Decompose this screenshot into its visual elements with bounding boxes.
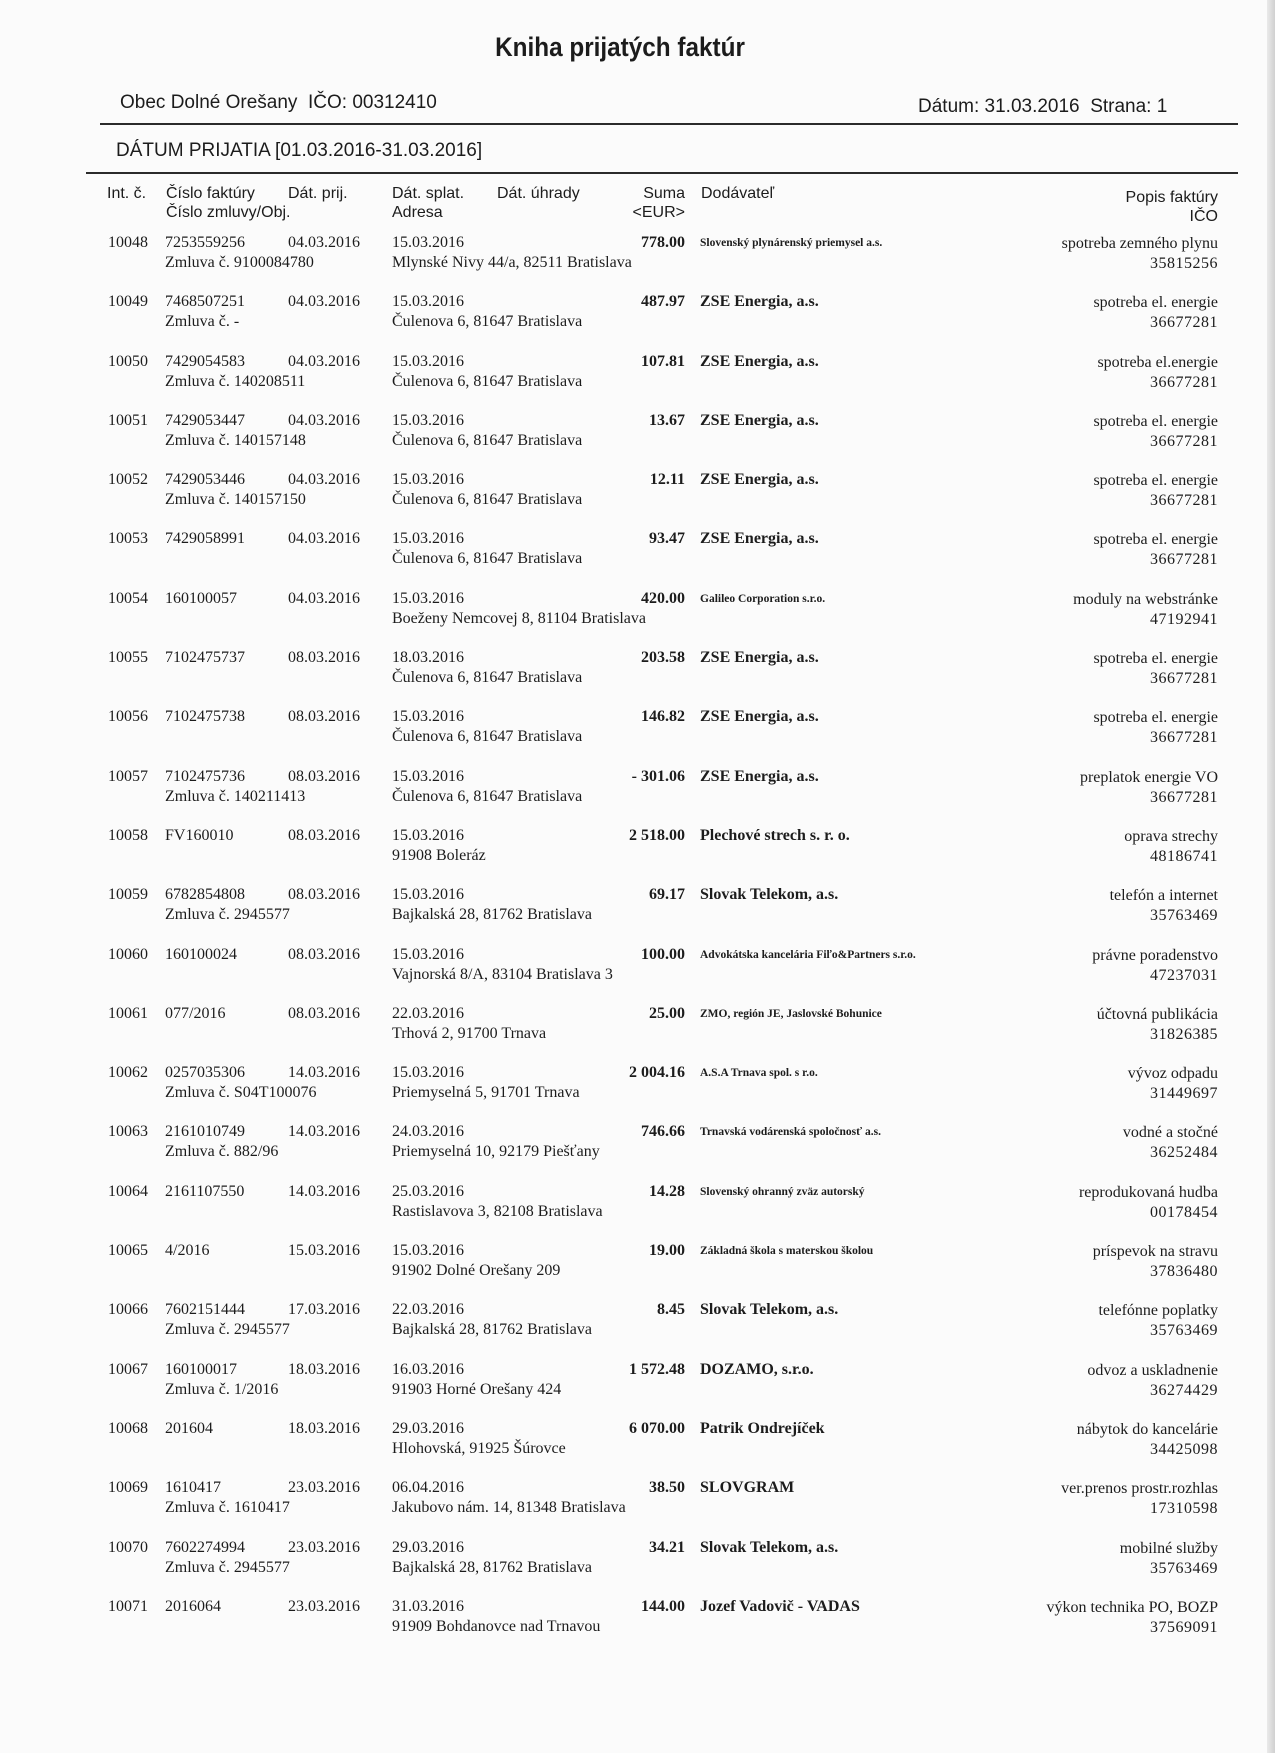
supplier-name: Základná škola s materskou školou [700,1245,874,1258]
invoice-row [0,708,1240,767]
internal-number: 10063 [108,1123,148,1141]
supplier-ico: 36677281 [1150,314,1218,332]
invoice-description: spotreba el. energie [1093,531,1218,549]
supplier-ico: 35763469 [1150,1322,1218,1340]
supplier-name: SLOVGRAM [700,1479,795,1497]
internal-number: 10068 [108,1419,148,1437]
invoice-description: príspevok na stravu [1092,1243,1218,1261]
invoice-amount: 1 572.48 [629,1360,685,1378]
header-rule [100,123,1238,125]
invoice-number: 160100017 [165,1360,237,1378]
supplier-address: Čulenova 6, 81647 Bratislava [392,313,583,331]
internal-number: 10064 [108,1182,148,1200]
due-date: 15.03.2016 [392,589,464,607]
received-date: 23.03.2016 [288,1479,360,1497]
supplier-address: 91902 Dolné Orešany 209 [392,1262,561,1280]
invoice-row [0,1242,1240,1301]
internal-number: 10070 [108,1538,148,1556]
due-date: 15.03.2016 [392,293,464,311]
invoice-number: 7102475738 [165,708,245,726]
organization-ico: 00312410 [352,92,437,113]
supplier-ico: 36677281 [1150,670,1218,688]
invoice-description: spotreba el. energie [1093,294,1218,312]
supplier-name: ZSE Energia, a.s. [700,352,819,370]
invoice-row [0,1598,1240,1657]
invoice-amount: 8.45 [657,1301,685,1319]
internal-number: 10062 [108,1064,148,1082]
col-mena: <EUR> [632,204,685,221]
invoice-description: spotreba el. energie [1093,650,1218,668]
invoice-row [0,1064,1240,1123]
supplier-address: Vajnorská 8/A, 83104 Bratislava 3 [392,965,613,983]
invoice-description: vývoz odpadu [1127,1065,1218,1083]
internal-number: 10052 [108,471,148,489]
invoice-number: 201604 [165,1419,213,1437]
invoice-amount: 69.17 [649,886,685,904]
internal-number: 10048 [108,234,148,251]
invoice-amount: 107.81 [641,352,685,370]
invoice-amount: 746.66 [641,1123,685,1141]
col-adresa: Adresa [392,204,443,221]
contract-number: Zmluva č. 140208511 [165,372,306,390]
internal-number: 10056 [108,708,148,726]
received-date: 14.03.2016 [288,1182,360,1200]
invoice-amount: 420.00 [641,589,685,607]
due-date: 15.03.2016 [392,945,464,963]
contract-number: Zmluva č. 2945577 [165,1321,290,1339]
supplier-address: Mlynské Nivy 44/a, 82511 Bratislava [392,254,632,271]
received-date: 04.03.2016 [288,530,360,548]
supplier-ico: 36677281 [1150,551,1218,569]
invoice-row [0,1539,1240,1598]
supplier-address: 91909 Bohdanovce nad Trnavou [392,1617,601,1635]
invoice-amount: 100.00 [641,945,685,963]
supplier-name: Jozef Vadovič - VADAS [700,1597,860,1615]
received-date: 04.03.2016 [288,293,360,311]
supplier-name: ZSE Energia, a.s. [700,471,819,489]
col-dat-prij: Dát. prij. [288,185,348,202]
invoice-number: 7429054583 [165,352,245,370]
invoice-description: spotreba el. energie [1093,472,1218,490]
due-date: 22.03.2016 [392,1301,464,1319]
invoice-amount: 487.97 [641,293,685,311]
supplier-ico: 48186741 [1150,847,1218,865]
supplier-address: Čulenova 6, 81647 Bratislava [392,550,583,568]
internal-number: 10071 [108,1597,148,1615]
supplier-name: Slovak Telekom, a.s. [700,1301,839,1319]
supplier-ico: 17310598 [1150,1500,1218,1518]
invoice-number: 1610417 [165,1479,221,1497]
supplier-ico: 37569091 [1150,1618,1218,1636]
invoice-row [0,412,1240,471]
col-suma: Suma [643,185,685,202]
supplier-ico: 31449697 [1150,1085,1218,1103]
invoice-row [0,234,1240,293]
received-date: 08.03.2016 [288,886,360,904]
received-date: 17.03.2016 [288,1301,360,1319]
supplier-name: ZSE Energia, a.s. [700,411,819,429]
received-date: 04.03.2016 [288,234,360,251]
supplier-name: Galileo Corporation s.r.o. [700,592,826,605]
received-date: 23.03.2016 [288,1597,360,1615]
col-dodavatel: Dodávateľ [701,185,775,202]
supplier-ico: 35815256 [1150,255,1218,272]
col-int-c: Int. č. [107,185,147,202]
invoice-amount: 146.82 [641,708,685,726]
supplier-ico: 36677281 [1150,492,1218,510]
supplier-name: Slovak Telekom, a.s. [700,1538,839,1556]
invoice-row [0,1479,1240,1538]
invoice-number: 160100057 [165,589,237,607]
invoice-description: moduly na webstránke [1073,590,1218,608]
received-date: 14.03.2016 [288,1064,360,1082]
invoice-amount: 778.00 [641,234,685,251]
due-date: 15.03.2016 [392,767,464,785]
invoice-list [0,234,1240,1657]
invoice-number: 6782854808 [165,886,245,904]
col-cislo-faktury: Číslo faktúry [166,185,255,202]
invoice-row [0,353,1240,412]
supplier-ico: 36677281 [1150,432,1218,450]
supplier-name: Advokátska kancelária Fiľo&Partners s.r.o. [700,948,916,961]
supplier-name: Patrik Ondrejíček [700,1419,825,1437]
due-date: 29.03.2016 [392,1419,464,1437]
internal-number: 10058 [108,826,148,844]
invoice-row [0,530,1240,589]
contract-number: Zmluva č. 140157150 [165,491,306,509]
due-date: 24.03.2016 [392,1123,464,1141]
invoice-row [0,590,1240,649]
supplier-address: Bajkalská 28, 81762 Bratislava [392,906,592,924]
received-date: 08.03.2016 [288,708,360,726]
invoice-description: právne poradenstvo [1092,946,1218,964]
due-date: 15.03.2016 [392,234,464,251]
supplier-ico: 36252484 [1150,1144,1218,1162]
report-date: 31.03.2016 [984,96,1080,117]
supplier-address: Čulenova 6, 81647 Bratislava [392,669,583,687]
due-date: 25.03.2016 [392,1182,464,1200]
date-label: Dátum: [918,96,980,117]
invoice-number: 7602151444 [165,1301,245,1319]
invoice-row [0,471,1240,530]
invoice-number: 7468507251 [165,293,245,311]
received-date: 08.03.2016 [288,826,360,844]
supplier-name: Plechové strech s. r. o. [700,826,850,844]
contract-number: Zmluva č. 140157148 [165,431,306,449]
page-label: Strana: [1090,96,1152,117]
due-date: 29.03.2016 [392,1538,464,1556]
due-date: 15.03.2016 [392,411,464,429]
period-label: DÁTUM PRIJATIA [01.03.2016-31.03.2016] [116,140,483,161]
page-title: Kniha prijatých faktúr [495,32,745,62]
invoice-amount: 14.28 [649,1182,685,1200]
invoice-number: 160100024 [165,945,237,963]
internal-number: 10049 [108,293,148,311]
supplier-address: Čulenova 6, 81647 Bratislava [392,728,583,746]
supplier-ico: 47237031 [1150,966,1218,984]
invoice-row [0,1301,1240,1360]
invoice-amount: 19.00 [649,1242,685,1260]
invoice-amount: 93.47 [649,530,685,548]
supplier-address: Jakubovo nám. 14, 81348 Bratislava [392,1499,626,1517]
col-dat-splat: Dát. splat. [392,185,465,202]
internal-number: 10057 [108,767,148,785]
col-cislo-zmluvy: Číslo zmluvy/Obj. [166,204,291,221]
invoice-description: účtovná publikácia [1096,1005,1218,1023]
invoice-description: spotreba el. energie [1093,412,1218,430]
due-date: 06.04.2016 [392,1479,464,1497]
invoice-row [0,886,1240,945]
invoice-description: ver.prenos prostr.rozhlas [1061,1480,1218,1498]
contract-number: Zmluva č. 9100084780 [165,254,314,271]
organization-header [120,92,437,114]
col-popis: Popis faktúry [1125,189,1218,206]
supplier-name: ZSE Energia, a.s. [700,767,819,785]
invoice-row [0,1420,1240,1479]
supplier-ico: 36677281 [1150,788,1218,806]
invoice-description: odvoz a uskladnenie [1087,1361,1218,1379]
supplier-address: Rastislavova 3, 82108 Bratislava [392,1202,603,1220]
supplier-name: ZSE Energia, a.s. [700,530,819,548]
invoice-number: 2016064 [165,1597,221,1615]
invoice-row [0,827,1240,886]
supplier-ico: 31826385 [1150,1025,1218,1043]
received-date: 15.03.2016 [288,1242,360,1260]
supplier-ico: 36677281 [1150,729,1218,747]
col-description [1020,188,1218,226]
period-rule [86,172,1238,174]
invoice-description: vodné a stočné [1122,1124,1218,1142]
internal-number: 10069 [108,1479,148,1497]
supplier-name: ZSE Energia, a.s. [700,649,819,667]
due-date: 22.03.2016 [392,1004,464,1022]
col-ico: IČO [1189,208,1218,225]
invoice-description: spotreba el. energie [1093,709,1218,727]
supplier-address: Čulenova 6, 81647 Bratislava [392,787,583,805]
supplier-address: Priemyselná 10, 92179 Piešťany [392,1143,600,1161]
received-date: 04.03.2016 [288,471,360,489]
supplier-ico: 00178454 [1150,1203,1218,1221]
supplier-address: Priemyselná 5, 91701 Trnava [392,1084,580,1102]
supplier-address: Hlohovská, 91925 Šúrovce [392,1439,566,1457]
col-dat-uhrady: Dát. úhrady [497,185,580,202]
received-date: 18.03.2016 [288,1360,360,1378]
invoice-row [0,293,1240,352]
internal-number: 10050 [108,352,148,370]
invoice-number: 7102475736 [165,767,245,785]
col-invoice-number [166,184,290,222]
supplier-name: Slovenský ohranný zväz autorský [700,1185,865,1198]
contract-number: Zmluva č. 882/96 [165,1143,279,1161]
invoice-amount: 6 070.00 [629,1419,685,1437]
invoice-amount: 13.67 [649,411,685,429]
contract-number: Zmluva č. 2945577 [165,1558,290,1576]
due-date: 15.03.2016 [392,886,464,904]
invoice-number: 7253559256 [165,234,245,251]
invoice-row [0,1123,1240,1182]
due-date: 15.03.2016 [392,352,464,370]
supplier-address: Čulenova 6, 81647 Bratislava [392,431,583,449]
contract-number: Zmluva č. 140211413 [165,787,306,805]
due-date: 15.03.2016 [392,708,464,726]
invoice-amount: 203.58 [641,649,685,667]
invoice-row [0,649,1240,708]
invoice-description: spotreba zemného plynu [1061,235,1218,252]
supplier-ico: 36677281 [1150,373,1218,391]
internal-number: 10065 [108,1242,148,1260]
supplier-name: ZSE Energia, a.s. [700,293,819,311]
supplier-name: A.S.A Trnava spol. s r.o. [700,1067,818,1080]
invoice-description: preplatok energie VO [1079,768,1218,786]
supplier-ico: 34425098 [1150,1440,1218,1458]
received-date: 14.03.2016 [288,1123,360,1141]
internal-number: 10051 [108,411,148,429]
invoice-number: 7102475737 [165,649,245,667]
internal-number: 10054 [108,589,148,607]
scan-edge [1267,0,1275,1753]
received-date: 08.03.2016 [288,945,360,963]
invoice-row [0,1361,1240,1420]
supplier-name: ZMO, región JE, Jaslovské Bohunice [700,1007,882,1020]
invoice-amount: 144.00 [641,1597,685,1615]
page-number: 1 [1156,96,1168,117]
supplier-ico: 37836480 [1150,1263,1218,1281]
invoice-description: reprodukovaná hudba [1078,1183,1218,1201]
invoice-amount: 25.00 [649,1004,685,1022]
due-date: 15.03.2016 [392,1242,464,1260]
invoice-number: 7602274994 [165,1538,245,1556]
supplier-address: Čulenova 6, 81647 Bratislava [392,372,583,390]
invoice-number: 2161010749 [165,1123,245,1141]
supplier-address: Bajkalská 28, 81762 Bratislava [392,1558,592,1576]
ico-label: IČO: [307,92,348,113]
internal-number: 10060 [108,945,148,963]
invoice-number: 0257035306 [165,1064,245,1082]
col-amount [560,184,685,222]
due-date: 31.03.2016 [392,1597,464,1615]
contract-number: Zmluva č. S04T100076 [165,1084,317,1102]
due-date: 15.03.2016 [392,826,464,844]
invoice-row [0,768,1240,827]
received-date: 04.03.2016 [288,411,360,429]
invoice-description: oprava strechy [1124,827,1218,845]
invoice-description: výkon technika PO, BOZP [1046,1598,1218,1616]
supplier-name: Slovenský plynárenský priemysel a.s. [700,237,883,249]
col-due [392,184,464,222]
due-date: 15.03.2016 [392,530,464,548]
supplier-ico: 35763469 [1150,907,1218,925]
invoice-description: telefónne poplatky [1098,1302,1218,1320]
received-date: 08.03.2016 [288,1004,360,1022]
received-date: 23.03.2016 [288,1538,360,1556]
supplier-ico: 47192941 [1150,610,1218,628]
invoice-amount: 12.11 [649,471,685,489]
received-date: 04.03.2016 [288,589,360,607]
invoice-number: 7429053446 [165,471,245,489]
received-date: 08.03.2016 [288,767,360,785]
supplier-address: Bajkalská 28, 81762 Bratislava [392,1321,592,1339]
contract-number: Zmluva č. - [165,313,240,331]
contract-number: Zmluva č. 1/2016 [165,1380,279,1398]
contract-number: Zmluva č. 1610417 [165,1499,290,1517]
supplier-name: Trnavská vodárenská spoločnosť a.s. [700,1126,881,1139]
internal-number: 10053 [108,530,148,548]
invoice-description: spotreba el.energie [1097,353,1218,371]
internal-number: 10055 [108,649,148,667]
supplier-ico: 36274429 [1150,1381,1218,1399]
invoice-number: 7429058991 [165,530,245,548]
supplier-ico: 35763469 [1150,1559,1218,1577]
supplier-address: 91903 Horné Orešany 424 [392,1380,562,1398]
due-date: 15.03.2016 [392,471,464,489]
invoice-description: nábytok do kancelárie [1076,1420,1218,1438]
organization-name: Obec Dolné Orešany [120,92,298,113]
invoice-amount: 2 518.00 [629,826,685,844]
due-date: 18.03.2016 [392,649,464,667]
contract-number: Zmluva č. 2945577 [165,906,290,924]
invoice-row [0,946,1240,1005]
received-date: 08.03.2016 [288,649,360,667]
invoice-number: 4/2016 [165,1242,210,1260]
supplier-address: Trhová 2, 91700 Trnava [392,1024,547,1042]
received-date: 04.03.2016 [288,352,360,370]
due-date: 15.03.2016 [392,1064,464,1082]
supplier-name: DOZAMO, s.r.o. [700,1360,814,1378]
internal-number: 10059 [108,886,148,904]
supplier-name: ZSE Energia, a.s. [700,708,819,726]
invoice-amount: 34.21 [649,1538,685,1556]
invoice-number: FV160010 [165,826,234,844]
invoice-row [0,1183,1240,1242]
supplier-address: 91908 Boleráz [392,846,486,864]
invoice-amount: - 301.06 [631,767,685,785]
due-date: 16.03.2016 [392,1360,464,1378]
received-date: 18.03.2016 [288,1419,360,1437]
invoice-row [0,1005,1240,1064]
invoice-number: 2161107550 [165,1182,245,1200]
supplier-name: Slovak Telekom, a.s. [700,886,839,904]
invoice-description: telefón a internet [1109,887,1218,905]
supplier-address: Boeženy Nemcovej 8, 81104 Bratislava [392,609,646,627]
invoice-description: mobilné služby [1119,1539,1218,1557]
supplier-address: Čulenova 6, 81647 Bratislava [392,491,583,509]
internal-number: 10067 [108,1360,148,1378]
invoice-amount: 38.50 [649,1479,685,1497]
invoice-number: 7429053447 [165,411,245,429]
invoice-number: 077/2016 [165,1004,226,1022]
internal-number: 10061 [108,1004,148,1022]
internal-number: 10066 [108,1301,148,1319]
date-page-header [918,96,1167,118]
invoice-amount: 2 004.16 [629,1064,685,1082]
